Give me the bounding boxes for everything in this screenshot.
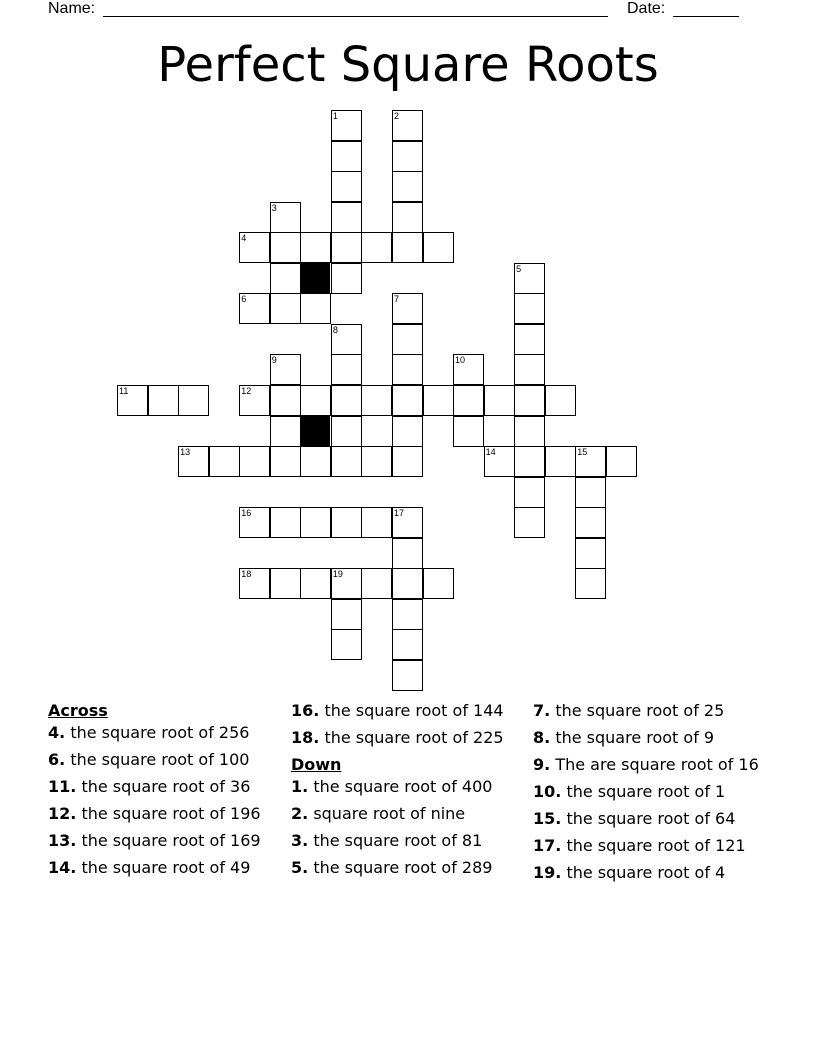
clue-number: 4 — [48, 723, 60, 742]
crossword-cell[interactable] — [361, 446, 392, 477]
crossword-cell[interactable] — [331, 171, 362, 202]
crossword-cell[interactable] — [575, 507, 606, 538]
crossword-cell[interactable] — [270, 232, 301, 263]
crossword-cell[interactable] — [423, 385, 454, 416]
clue-across: 6. the square root of 100 — [48, 750, 250, 769]
clue-number: 11 — [48, 777, 71, 796]
crossword-cell[interactable] — [270, 568, 301, 599]
crossword-cell[interactable] — [331, 599, 362, 630]
crossword-cell[interactable] — [361, 385, 392, 416]
clue-number-label: 17 — [393, 508, 404, 519]
clue-text: the square root of 225 — [324, 728, 504, 747]
crossword-cell[interactable] — [239, 446, 270, 477]
crossword-cell[interactable] — [514, 354, 545, 385]
clues-column-1 — [48, 702, 283, 886]
clue-down: 9. The are square root of 16 — [533, 755, 759, 774]
crossword-cell[interactable] — [514, 446, 545, 477]
crossword-cell[interactable] — [514, 507, 545, 538]
crossword-cell[interactable] — [270, 293, 301, 324]
clue-number: 3 — [291, 831, 303, 850]
clue-number: 1 — [291, 777, 303, 796]
black-square — [300, 416, 330, 446]
crossword-cell[interactable] — [270, 385, 301, 416]
clue-number-label: 12 — [241, 385, 252, 396]
crossword-cell[interactable] — [300, 568, 331, 599]
clue-text: the square root of 64 — [566, 809, 736, 828]
clue-across: 16. the square root of 144 — [291, 701, 504, 720]
clue-number-label: 6 — [241, 294, 247, 305]
crossword-cell[interactable] — [300, 385, 331, 416]
clue-text: the square root of 169 — [81, 831, 261, 850]
crossword-cell[interactable] — [392, 446, 423, 477]
crossword-cell[interactable] — [392, 141, 423, 172]
crossword-cell[interactable] — [575, 568, 606, 599]
clue-number-label: 19 — [332, 569, 343, 580]
clue-text: The are square root of 16 — [555, 755, 759, 774]
clue-text: square root of nine — [313, 804, 466, 823]
clue-text: the square root of 196 — [81, 804, 261, 823]
clue-text: the square root of 100 — [70, 750, 250, 769]
crossword-cell[interactable] — [575, 538, 606, 569]
clue-number: 10 — [533, 782, 556, 801]
clue-number-label: 11 — [119, 385, 129, 396]
crossword-cell[interactable] — [300, 446, 331, 477]
crossword-cell[interactable] — [270, 446, 301, 477]
clue-number-label: 13 — [180, 447, 191, 458]
crossword-cell[interactable] — [545, 446, 576, 477]
clue-text: the square root of 1 — [566, 782, 726, 801]
crossword-cell[interactable] — [331, 507, 362, 538]
clue-number: 13 — [48, 831, 71, 850]
clue-text: the square root of 25 — [555, 701, 725, 720]
clues-column-2 — [291, 702, 526, 886]
clue-text: the square root of 256 — [70, 723, 250, 742]
crossword-cell[interactable] — [392, 354, 423, 385]
crossword-cell[interactable] — [545, 385, 576, 416]
crossword-cell[interactable] — [361, 507, 392, 538]
clue-number: 17 — [533, 836, 556, 855]
crossword-cell[interactable] — [423, 232, 454, 263]
crossword-cell[interactable] — [392, 599, 423, 630]
clue-down: 10. the square root of 1 — [533, 782, 726, 801]
clue-text: the square root of 49 — [81, 858, 251, 877]
clue-text: the square root of 9 — [555, 728, 715, 747]
crossword-cell[interactable] — [392, 324, 423, 355]
clues-column-3 — [533, 702, 773, 891]
clue-text: the square root of 4 — [566, 863, 726, 882]
clue-across: 4. the square root of 256 — [48, 723, 250, 742]
crossword-cell[interactable] — [392, 385, 423, 416]
clue-down: 2. square root of nine — [291, 804, 466, 823]
clue-number-label: 18 — [241, 569, 252, 580]
clue-number: 14 — [48, 858, 71, 877]
clue-down: 3. the square root of 81 — [291, 831, 483, 850]
crossword-cell[interactable] — [423, 568, 454, 599]
crossword-cell[interactable] — [300, 507, 331, 538]
clue-number-label: 5 — [516, 263, 522, 274]
name-label: Name: — [48, 0, 96, 17]
crossword-cell[interactable] — [361, 568, 392, 599]
crossword-cell[interactable] — [392, 538, 423, 569]
crossword-cell[interactable] — [331, 446, 362, 477]
crossword-cell[interactable] — [514, 324, 545, 355]
clue-down: 19. the square root of 4 — [533, 863, 726, 882]
clue-number: 12 — [48, 804, 71, 823]
crossword-cell[interactable] — [392, 202, 423, 233]
clue-down: 15. the square root of 64 — [533, 809, 736, 828]
clue-number: 2 — [291, 804, 303, 823]
clue-down: 17. the square root of 121 — [533, 836, 746, 855]
crossword-cell[interactable] — [392, 232, 423, 263]
clue-across: 18. the square root of 225 — [291, 728, 504, 747]
crossword-cell[interactable] — [331, 202, 362, 233]
clue-number-label: 14 — [485, 447, 496, 458]
clue-across: 12. the square root of 196 — [48, 804, 261, 823]
clue-down: 1. the square root of 400 — [291, 777, 493, 796]
clue-number: 9 — [533, 755, 545, 774]
crossword-cell[interactable] — [361, 232, 392, 263]
clue-across: 11. the square root of 36 — [48, 777, 251, 796]
down-heading: Down — [291, 755, 342, 774]
date-label: Date: — [627, 0, 666, 17]
crossword-cell[interactable] — [392, 568, 423, 599]
clue-down: 7. the square root of 25 — [533, 701, 725, 720]
crossword-cell[interactable] — [270, 416, 301, 447]
crossword-cell[interactable] — [331, 416, 362, 447]
crossword-cell[interactable] — [392, 629, 423, 660]
crossword-cell[interactable] — [331, 354, 362, 385]
clue-number: 8 — [533, 728, 545, 747]
crossword-cell[interactable] — [331, 141, 362, 172]
crossword-cell[interactable] — [331, 385, 362, 416]
crossword-cell[interactable] — [270, 507, 301, 538]
crossword-cell[interactable] — [484, 385, 515, 416]
clue-text: the square root of 121 — [566, 836, 746, 855]
crossword-cell[interactable] — [514, 385, 545, 416]
crossword-cell[interactable] — [331, 232, 362, 263]
clue-number-label: 15 — [577, 447, 588, 458]
crossword-cell[interactable] — [300, 232, 331, 263]
clue-number-label: 2 — [393, 111, 399, 121]
crossword-cell[interactable] — [392, 416, 423, 447]
black-square — [300, 263, 330, 293]
clue-number-label: 3 — [271, 202, 277, 213]
clue-number: 19 — [533, 863, 556, 882]
clue-across: 14. the square root of 49 — [48, 858, 251, 877]
clue-number: 15 — [533, 809, 556, 828]
clue-text: the square root of 36 — [81, 777, 251, 796]
crossword-cell[interactable] — [209, 446, 240, 477]
crossword-cell[interactable] — [514, 477, 545, 508]
clue-text: the square root of 81 — [313, 831, 483, 850]
clue-number: 7 — [533, 701, 545, 720]
clue-number-label: 9 — [271, 355, 277, 366]
clue-text: the square root of 400 — [313, 777, 493, 796]
crossword-cell[interactable] — [514, 293, 545, 324]
clue-number-label: 10 — [455, 355, 466, 366]
crossword-cell[interactable] — [300, 293, 331, 324]
clue-number: 18 — [291, 728, 314, 747]
crossword-cell[interactable] — [392, 660, 423, 691]
across-heading: Across — [48, 701, 108, 720]
crossword-cell[interactable] — [392, 171, 423, 202]
crossword-cell[interactable] — [606, 446, 637, 477]
crossword-cell[interactable] — [148, 385, 179, 416]
crossword-cell[interactable] — [178, 385, 209, 416]
clue-text: the square root of 144 — [324, 701, 504, 720]
clue-down: 5. the square root of 289 — [291, 858, 493, 877]
clue-number: 16 — [291, 701, 314, 720]
crossword-cell[interactable] — [453, 385, 484, 416]
clue-down: 8. the square root of 9 — [533, 728, 715, 747]
crossword-cell[interactable] — [331, 263, 362, 294]
clue-number-label: 16 — [241, 508, 252, 519]
crossword-cell[interactable] — [453, 416, 484, 447]
crossword-cell[interactable] — [575, 477, 606, 508]
clue-number: 6 — [48, 750, 60, 769]
clue-number-label: 4 — [241, 233, 247, 244]
crossword-cell[interactable] — [331, 629, 362, 660]
clue-number-label: 7 — [393, 294, 399, 305]
page-title: Perfect Square Roots — [157, 37, 659, 93]
crossword-cell[interactable] — [514, 416, 545, 447]
clue-text: the square root of 289 — [313, 858, 493, 877]
crossword-cell[interactable] — [270, 263, 301, 294]
clue-number-label: 1 — [332, 111, 338, 121]
clue-across: 13. the square root of 169 — [48, 831, 261, 850]
clue-number: 5 — [291, 858, 303, 877]
clue-number-label: 8 — [332, 324, 338, 335]
